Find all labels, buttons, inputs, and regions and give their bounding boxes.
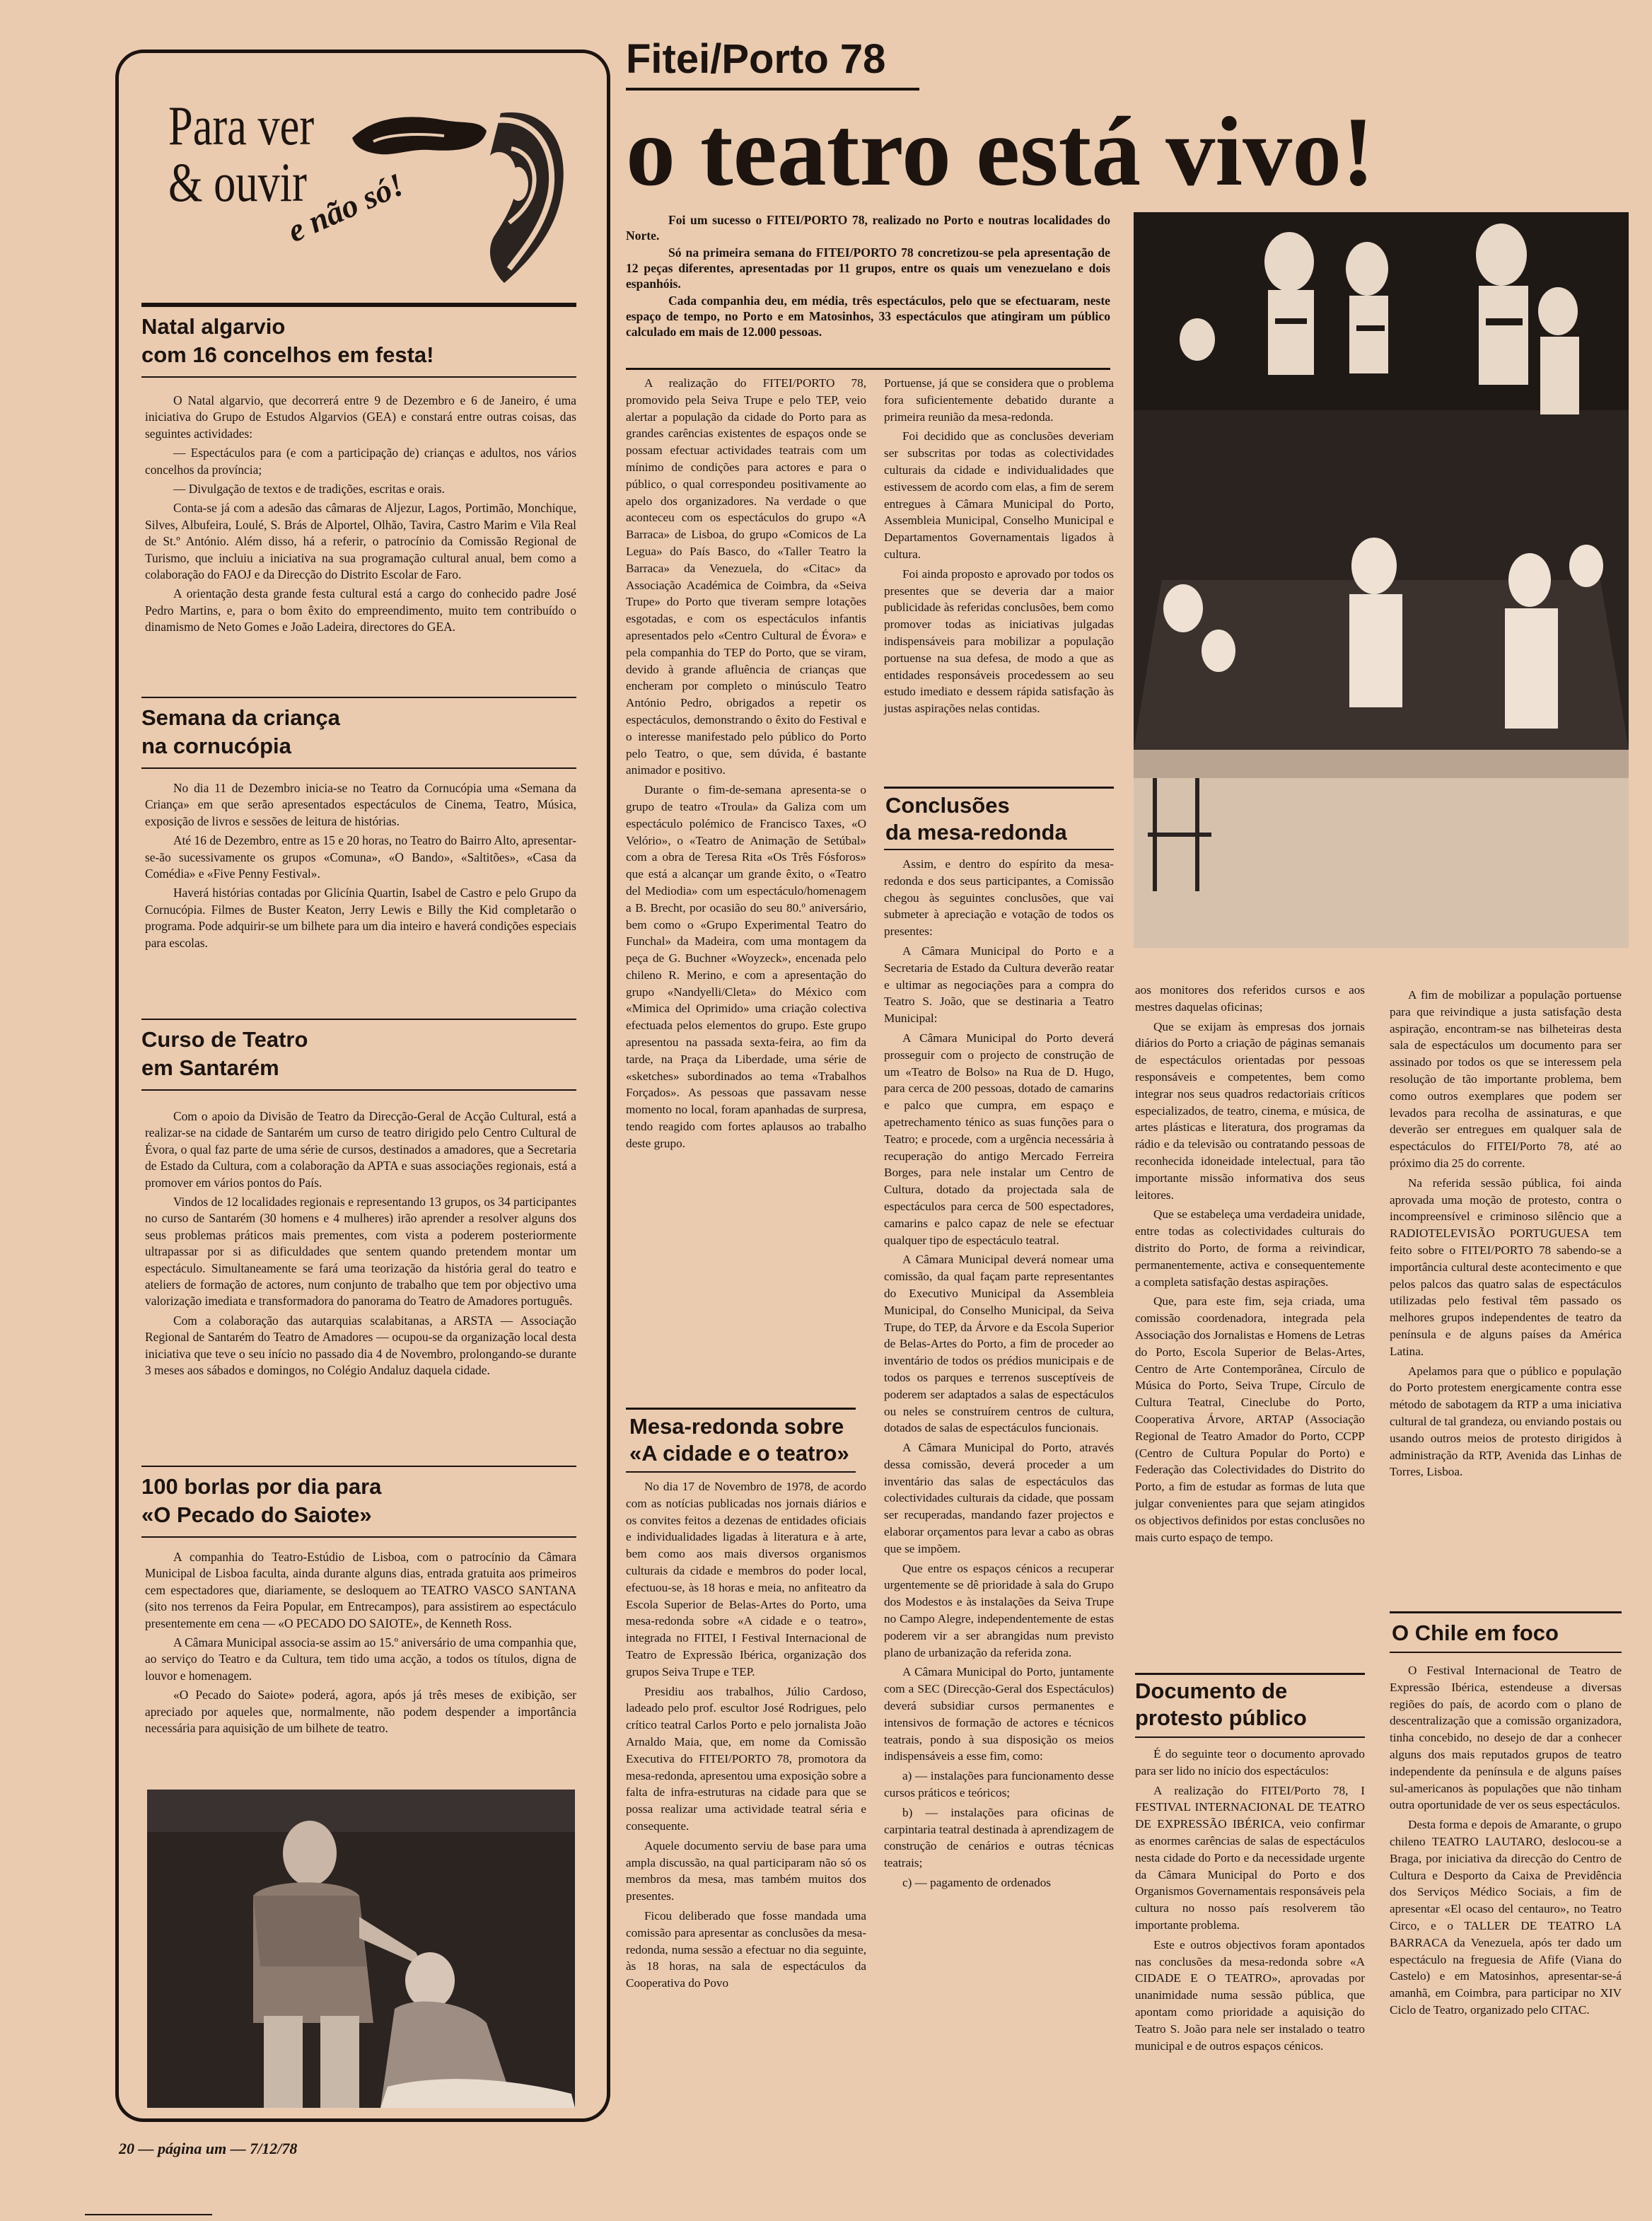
headline: o teatro está vivo!	[626, 97, 1375, 207]
chile-rule-bottom	[1390, 1652, 1622, 1653]
sidebar-rule	[141, 767, 576, 769]
column-3-text: aos monitores dos referidos cursos e aos mestres daquelas oficinas; Que se exijam às empresas dos jornais diários do Porto a criação de páginas semanais de espectáculos orientadas por pessoas responsáveis e competentes, bem como integrar nos seus quadros redactoriais críticos especializados, de teatro, cinema, e música, de artes plásticas e literatura, dos programas da rádio e da televisão ou contratando pessoas de reconhecida idoneidade intelectual, para tão importante missão informativa dos seus leitores. Que se estabeleça uma verdadeira unidade, entre todas as colectividades culturais do distrito do Porto, de forma a reivindicar, permanentemente, activa e consequentemente a completa satisfação destas aspirações. Que, para este fim, seja criada, uma comissão coordenadora, integrada pela Associação dos Jornalistas e Homens de Letras do Porto, Escola Superior de Belas-Artes, Centro de Arte Contemporânea, Círculo de Música do Porto, Seiva Trupe, Círculo de Cultura Teatral, Cineclube do Porto, Cooperativa Árvore, ARTAP (Associação Regional de Teatro Amador do Porto, CCPP (Centro de Cultura Popular do Porto) e Federação das Colectividades do Distrito do Porto, a fim de estudar as formas de luta que julgar convenientes para que sejam atingidos os objectivos definidos por estas conclusões no mais curto espaço de tempo.	[1135, 983, 1365, 1544]
conclusoes-head: Conclusões da mesa-redonda	[885, 793, 1067, 845]
sidebar-rule	[141, 697, 576, 698]
section-head-crianca: Semana da criança na cornucópia	[141, 705, 340, 758]
documento-rule-top	[1135, 1673, 1365, 1675]
documento-rule-bottom	[1135, 1736, 1365, 1738]
chile-head: O Chile em foco	[1392, 1620, 1559, 1645]
section-body-crianca: No dia 11 de Dezembro inicia-se no Teatro da Cornucópia uma «Semana da Criança» em que serão apresentados espectáculos de Cinema, Teatro, Música, exposição de livros e sessões de leitura de histórias. Até 16 de Dezembro, entre as 15 e 20 horas, no Teatro do Bairro Alto, apresentar-se-ão sucessivamente os grupos «Comuna», «O Bando», «Saltitões», «Casa da Comédia» e «Five Penny Festival». Haverá histórias contadas por Glicínia Quartin, Isabel de Castro e pelo Grupo da Cornucópia. Filmes de Buster Keaton, Jerry Lewis e Billy the Kid completarão o programa. Pode adquirir-se um bilhete para um dia inteiro e haverá condições especiais para escolas.	[145, 781, 576, 950]
section-head-pecado: 100 borlas por dia para «O Pecado do Saiote»	[141, 1474, 382, 1527]
column-4-text: A fim de mobilizar a população portuense para que reivindique a justa satisfação desta aspiração, encontram-se nas bilheteiras desta sala de espectáculos um documento para ser assinado por todos os que se interessem pela resolução de tão importante problema, bem como outros exemplares que podem ser levados para recolha de assinaturas, e que deverão ser entregues em qualquer sala de espectáculos do FITEI/Porto 78, até ao próximo dia 25 do corrente. Na referida sessão pública, foi ainda aprovada uma moção de protesto, contra o incompreensível e criminoso silêncio que a RADIOTELEVISÃO PORTUGUESA tem feito sobre o FITEI/PORTO 78 sabendo-se a importância cultural deste acontecimento e que pelos palcos das quatro salas de espectáculos utilizadas pelo festival têm passado os melhores grupos independentes de teatro da península e de alguns países da América Latina. Apelamos para que o público e população do Porto protestem energicamente contra esse método de sabotagem da RTP a uma iniciativa cultural de tal grandeza, ou enviando postais ou usando outros meios de protesto dirigidos à administração da RTP, Avenida das Linhas de Torres, Lisboa.	[1390, 988, 1622, 1479]
sidebar-rule	[141, 1019, 576, 1020]
section-body-santarem: Com o apoio da Divisão de Teatro da Direcção-Geral de Acção Cultural, está a realizar-se na cidade de Santarém um curso de teatro dirigido pelo Centro Cultural de Évora, o qual faz parte de uma série de cursos, destinados a amadores, que a Secretaria de Estado da Cultura, com a colaboração da APTA e suas associações regionais, está a promover em vários pontos do País. Vindos de 12 localidades regionais e representando 13 grupos, os 34 participantes no curso de Santarém (30 homens e 4 mulheres) irão aprender a resolver alguns dos seus problemas práticos mais prementes, com vista a poderem posteriormente ultrapassar por si as dificuldades que sentem quando pretendem montar um espectáculo. Simultaneamente se fará uma teorização da história geral do teatro e ateliers de formação de actores, num conjunto de trabalho que tem por objectivo uma valorização imediata e transformadora do panorama do Teatro de Amadores português. Com a colaboração das autarquias scalabitanas, a ARSTA — Associação Regional de Santarém do Teatro de Amadores — ocupou-se da organização local desta iniciativa que teve o seu início no passado dia 4 de Novembro, prolongando-se durante 3 meses aos sábados e domingos, no Colégio Andaluz daquela cidade.	[145, 1109, 576, 1378]
documento-body: É do seguinte teor o documento aprovado para ser lido no início dos espectáculos: A realização do FITEI/Porto 78, I FESTIVAL INTERNACIONAL DE TEATRO DE EXPRESSÃO IBÉRICA, veio confirmar as enormes carências de salas de espectáculos nesta cidade do Porto e da necessidade urgente da Câmara Municipal do Porto e dos Organismos Governamentais responsáveis pela cultura no nosso país resolverem tão importante problema. Este e outros objectivos foram apontados nas conclusões da mesa-redonda sobre «A CIDADE E O TEATRO», aprovadas por unanimidade numa sessão pública, que apontam como prioridade a aquisição do Teatro S. João para nele ser instalado o teatro municipal e de outros espaços cénicos.	[1135, 1747, 1365, 2053]
documento-head: Documento de protesto público	[1135, 1678, 1307, 1730]
sidebar-title-line2: & ouvir	[168, 151, 307, 213]
kicker-rule	[626, 88, 919, 91]
ear-illustration	[345, 99, 571, 290]
chile-body: O Festival Internacional de Teatro de Expressão Ibérica, estendeuse a diversas regiões do país, de acordo com o plano de descentralização que a comissão organizadora, tinha concebido, no desejo de dar a conhecer alguns dos mais reputados grupos de teatro independente da península e de alguns países sul-americanos às populações que não tinham outra oportunidade de ver os seus espectáculos. Desta forma e depois de Amarante, o grupo chileno TEATRO LAUTARO, deslocou-se a Braga, por iniciativa da direcção do Centro de Cultura e Desporto da Caixa de Previdência dos Serviços Médico Sociais, a fim de apresentar «El ocaso del centauro», no Teatro Circo, e o TALLER DE TEATRO LA BARRACA da Venezuela, após ter dado um espectáculo na freguesia de Afife (Viana do Castelo) e em Matosinhos, apresentar-se-á amanhã, em Coimbra, para participar no XIV Ciclo de Teatro, organizado pelo CITAC.	[1390, 1664, 1622, 2017]
sidebar-title-line1: Para ver	[168, 95, 315, 156]
sidebar-rule	[141, 1089, 576, 1091]
mesa-body: No dia 17 de Novembro de 1978, de acordo com as notícias publicadas nos jornais diários e os convites feitos a dezenas de entidades oficiais e individualidades ligadas à literatura e à arte, bem como aos mais diversos organismos culturais da cidade e membros do poder local, efectuou-se, às 18 horas e meia, no anfiteatro da Escola Superior de Belas-Artes do Porto, uma mesa-redonda sobre «A cidade e o teatro», integrada no FITEI, I Festival Internacional de Teatro de Expressão Ibérica, organização dos grupos Seiva Trupe e TEP. Presidiu aos trabalhos, Júlio Cardoso, ladeado pelo prof. escultor José Rodrigues, pelo crítico teatral Carlos Porto e pelo jornalista João Arnaldo Maia, que, em nome da Comissão Executiva do FITEI/PORTO 78, promotora da mesa-redonda, apresentou uma exposição sobre a falta de infra-estruturas na cidade para que se possa realizar uma actividade teatral séria e consequente. Aquele documento serviu de base para uma ampla discussão, na qual participaram não só os membros da mesa, mas também muitos dos presentes. Ficou deliberado que fosse mandada uma comissão para apresentar as conclusões da mesa-redonda, numa sessão a efectuar no dia seguinte, às 18 horas, na sala de espectáculos da Cooperativa do Povo	[626, 1480, 866, 1990]
page-footer: 20 — página um — 7/12/78	[119, 2140, 298, 2157]
section-head-natal: Natal algarvio com 16 concelhos em festa!	[141, 314, 434, 367]
footer-rule	[85, 2214, 212, 2215]
column-1-text: A realização do FITEI/PORTO 78, promovido pela Seiva Trupe e pelo TEP, veio alertar a população da cidade do Porto para as grandes carências existentes de espaços onde se possam efectuar actividades teatrais com um mínimo de condições para actores e para o público, o qual correspondeu positivamente ao apelo dos organizadores. Na verdade o que aconteceu com os espectáculos do grupo «A Barraca» de Lisboa, do grupo «Comicos de La Legua» do País Basco, do «Taller Teatro la Barraca» da Venezuela, do «Citac» da Associação Académica de Coimbra, da «Seiva Trupe» do Porto que tiveram sempre lotações esgotadas, e com os espectáculos infantis apresentados pelo «Centro Cultural de Évora» e pela companhia do TEP do Porto, que se viram, devido à grande afluência de crianças que encheram por completo o minúsculo Teatro António Pedro, obrigados a repetir os espectáculos, demonstrando o êxito do Festival e o interesse manifestado pelo público do Porto pelo Teatro, o que, sem dúvida, é bastante animador e positivo. Durante o fim-de-semana apresenta-se o grupo de teatro «Troula» da Galiza com um espectáculo polémico de Francisco Taxes, «O Velório», o «Teatro de Animação de Setúbal» com a obra de Teresa Rita «Os Três Fósforos» que está a alcançar um grande êxito, o «Teatro del Mediodia» com um espectáculo/homenagem a B. Brecht, por ocasião do seu 80.º aniversário, bem como o «Grupo Experimental Teatro do Funchal» da Madeira, com uma montagem da peça de G. Buchner «Woyzeck», encenada pelo chileno R. Merino, e com a apresentação do grupo «Nandyelli/Cleta» do México com «Mimica del Oprimido» uma criação colectiva efectuada pelos elementos do grupo. Este grupo apresentou na passada sexta-feira, ao fim da tarde, na Praça da Liberdade, uma série de «sketches» subordinados ao tema «Trabalhos Forçados». As pessoas que passavam nesse momento no local, foram apanhadas de surpresa, tendo reagido com fortes aplausos ao trabalho deste grupo.	[626, 376, 866, 1150]
sidebar-tagline: e não só!	[281, 166, 409, 250]
conclusoes-rule-top	[884, 787, 1114, 789]
mesa-rule-top	[626, 1408, 856, 1410]
section-body-natal: O Natal algarvio, que decorrerá entre 9 de Dezembro e 6 de Janeiro, é uma iniciativa do Grupo de Estudos Algarvios (GEA) e constará entre outras coisas, das seguintes actividades: — Espectáculos para (e com a participação de) crianças e adultos, nos vários concelhos da província; — Divulgação de textos e de tradições, escritas e orais. Conta-se já com a adesão das câmaras de Aljezur, Lagos, Portimão, Monchique, Silves, Albufeira, Loulé, S. Brás de Alportel, Olhão, Tavira, Castro Marim e Vila Real de St.º António. Além disso, há a referir, o patrocínio da Comissão Regional de Turismo, que incluiu a iniciativa na sua programação cultural anual, bem como a colaboração do FAOJ e da Direcção do Distrito Escolar de Faro. A orientação desta grande festa cultural está a cargo do conhecido padre José Pedro Martins, e, para o bom êxito do empreendimento, muito tem contribuído o dinamismo de Neto Gomes e João Ladeira, directores do GEA.	[145, 393, 576, 634]
column-2-text: Portuense, já que se considera que o problema fora suficientemente debatido durante a primeira reunião da mesa-redonda. Foi decidido que as conclusões deveriam ser subscritas por todas as colectividades culturais da cidade e individualidades que estivessem de acordo com elas, a fim de serem entregues à Câmara Municipal do Porto, Assembleia Municipal, Conselho Municipal e Departamentos Governamentais ligados à cultura. Foi ainda proposto e aprovado por todos os presentes que se deveria dar a maior publicidade às referidas conclusões, bem como promover todas as iniciativas julgadas indispensáveis para mobilizar a população portuense na sua defesa, de modo a que as entidades responsáveis procedessem ao seu estudo imediato e dessem rápida satisfação às justas aspirações nelas contidas.	[884, 376, 1114, 716]
chile-rule-top	[1390, 1611, 1622, 1613]
lead-rule	[626, 368, 1110, 370]
sidebar-rule	[141, 1536, 576, 1538]
kicker: Fitei/Porto 78	[626, 36, 886, 82]
conclusoes-body: Assim, e dentro do espírito da mesa-redonda e dos seus participantes, a Comissão chegou às seguintes conclusões, que vai submeter à apreciação e votação de todos os presentes: A Câmara Municipal do Porto e a Secretaria de Estado da Cultura deverão reatar e ultimar as negociações para a compra do Teatro S. João, que se destinaria a Teatro Municipal: A Câmara Municipal do Porto deverá prosseguir com o projecto de construção de um «Teatro de Bolso» na Rua de D. Hugo, para cerca de 200 pessoas, dotado de camarins e palco que cumpra, em espaço e apetrechamento ténico as suas funções para o Teatro; e procede, com a urgência necessária à recuperação do antigo Mercado Ferreira Borges, para nele instalar um Centro de Cultura, dotado da projectada sala de espectáculos para cerca de 500 espectadores, camarins e palco capaz de nele se efectuar qualquer tipo de espectáculo teatral. A Câmara Municipal deverá nomear uma comissão, da qual façam parte representantes do Executivo Municipal da Assembleia Municipal, do Conselho Municipal, da Seiva Trupe, do TEP, da Árvore e da Escola Superior de Belas-Artes do Porto, a fim de proceder ao inventário de todos os prédios municipais e de todos os parques e terrenos susceptíveis de poderem ser adaptados a salas de espectáculos ou neles se construírem centros de cultura, dotados de salas de espectáculos funcionais. A Câmara Municipal do Porto, através dessa comissão, deverá proceder a um inventário das salas de espectáculos das colectividades culturais da cidade, que possam ser recuperadas, mandando fazer projectos e elaborar orçamentos para levar a cabo as obras que se impõem. Que entre os espaços cénicos a recuperar urgentemente se dê prioridade à sala do Grupo dos Modestos e às instalações da Seiva Trupe no Campo Alegre, independentemente de estas poderem vir a ser abrangidas num previsto plano de urbanização da referida zona. A Câmara Municipal do Porto, juntamente com a SEC (Direcção-Geral dos Espectáculos) deverá subsidiar cursos permanentes e intensivos de formação de actores e técnicos teatrais, pondo à sua disposição os meios indispensáveis a esse fim, como: a) — instalações para funcionamento desse cursos práticos e teóricos; b) — instalações para oficinas de carpintaria teatral destinada à aprendizagem de construção de cenários e outras técnicas teatrais; c) — pagamento de ordenados	[884, 857, 1114, 1890]
mesa-rule-bottom	[626, 1471, 856, 1473]
sidebar-photo	[147, 1790, 575, 2108]
section-body-pecado: A companhia do Teatro-Estúdio de Lisboa, com o patrocínio da Câmara Municipal de Lisboa faculta, ainda durante alguns dias, entrada gratuita aos primeiros cem espectadores que, diariamente, se desloquem ao TEATRO VASCO SANTANA (sito nos terrenos da Feira Popular, em Entrecampos), para assistirem ao espectáculo presentemente em cena — «O PECADO DO SAIOTE», de Kenneth Ross. A Câmara Municipal associa-se assim ao 15.º aniversário de uma companhia que, ao serviço do Teatro e da Cultura, tem tido uma acção, a todos os títulos, digna de louvor e homenagem. «O Pecado do Saiote» poderá, agora, após já três meses de exibição, ser apreciado por aqueles que, normalmente, não podem despender a importância necessária para aquisição de um bilhete de teatro.	[145, 1550, 576, 1736]
sidebar-rule	[141, 306, 576, 307]
section-head-santarem: Curso de Teatro em Santarém	[141, 1027, 308, 1080]
sidebar-rule	[141, 1466, 576, 1467]
lead-text: Foi um sucesso o FITEI/PORTO 78, realizado no Porto e noutras localidades do Norte. Só na primeira semana do FITEI/PORTO 78 concretizou-se pela apresentação de 12 peças diferentes, apresentadas por 11 grupos, entre os quais um venezuelano e dois espanhóis. Cada companhia deu, em média, três espectáculos, pelo que se efectuaram, neste espaço de tempo, no Porto e em Matosinhos, 33 espectáculos que atingiram um público calculado em mais de 12.000 pessoas.	[626, 213, 1110, 339]
mesa-head: Mesa-redonda sobre «A cidade e o teatro»	[629, 1414, 849, 1466]
sidebar-rule	[141, 376, 576, 378]
main-photo	[1134, 212, 1629, 948]
conclusoes-rule-bottom	[884, 849, 1114, 850]
